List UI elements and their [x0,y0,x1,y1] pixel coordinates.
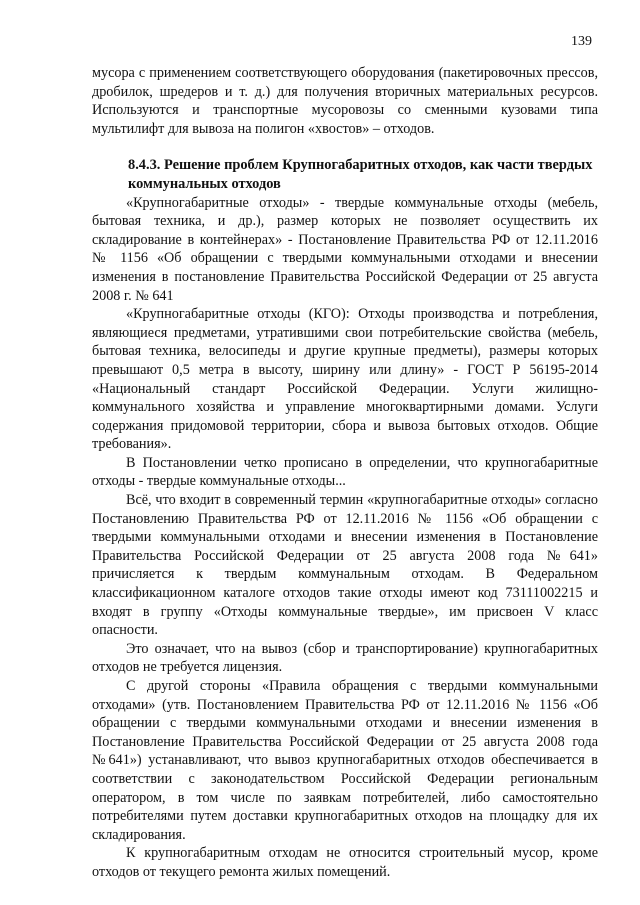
document-body [92,64,598,882]
paragraph: Это означает, что на вывоз (сбор и транспортирование) крупногабаритных отходов не требуется лицензия. [92,640,598,676]
paragraph: В Постановлении четко прописано в определении, что крупногабаритные отходы - твердые коммунальные отходы... [92,454,598,490]
paragraph: Всё, что входит в современный термин «крупногабаритные отходы» согласно Постановлению Правительства РФ от 12.11.2016 № 1156 «Об обращении с твердыми коммунальными отходами и внесении изменения в Постановление Правительства Российской Федерации от 25 августа 2008 года №641» причисляется к твердым коммунальным отходам. В Федеральном классификационном каталоге отходов такие отходы имеют код 73111002215 и входят в группу «Отходы коммунальные твердые», им присвоен V класс опасности. [92,492,598,639]
section-heading: 8.4.3. Решение проблем Крупногабаритных отходов, как части твердых коммунальных отходов [128,157,593,192]
paragraph: мусора с применением соответствующего оборудования (пакетировочных прессов, дробилок, шредеров и т. д.) для получения вторичных материальных ресурсов. Используются и транспортные мусоровозы со сменными кузовами типа мультилифт для вывоза на полигон «хвостов» – отходов. [92,65,598,137]
paragraph: К крупногабаритным отходам не относится строительный мусор, кроме отходов от текущего ремонта жилых помещений. [92,845,598,880]
paragraph: «Крупногабаритные отходы (КГО): Отходы производства и потребления, являющиеся предметами, утратившими свои потребительские свойства (мебель, бытовая техника, велосипеды и другие крупные предметы), размеры которых превышают 0,5 метра в высоту, ширину или длину» - ГОСТ Р 56195-2014 «Национальный стандарт Российской Федерации. Услуги жилищно-коммунального хозяйства и управление многоквартирными домами. Услуги содержания придомовой территории, сбора и вывоза бытовых отходов. Общие требования». [92,306,598,453]
paragraph: С другой стороны «Правила обращения с твердыми коммунальными отходами» (утв. Постановлением Правительства РФ от 12.11.2016 № 1156 «Об обращении с твердыми коммунальными отходами и внесении изменения в Постановление Правительства Российской Федерации от 25 августа 2008 года №641») устанавливают, что вывоз крупногабаритных отходов обеспечивается в соответствии с законодательством Российской Федерации региональным оператором, в том числе по заявкам потребителей, либо самостоятельно потребителями путем доставки крупногабаритных отходов на площадку для их складирования. [92,678,598,843]
page-number: 139 [571,34,592,49]
paragraph: «Крупногабаритные отходы» - твердые коммунальные отходы (мебель, бытовая техника, и др.), размер которых не позволяет осуществить их складирование в контейнерах» - Постановление Правительства РФ от 12.11.2016 № 1156 «Об обращении с твердыми коммунальными отходами и внесении изменения в постановление Правительства Российской Федерации от 25 августа 2008 г. № 641 [92,194,598,304]
